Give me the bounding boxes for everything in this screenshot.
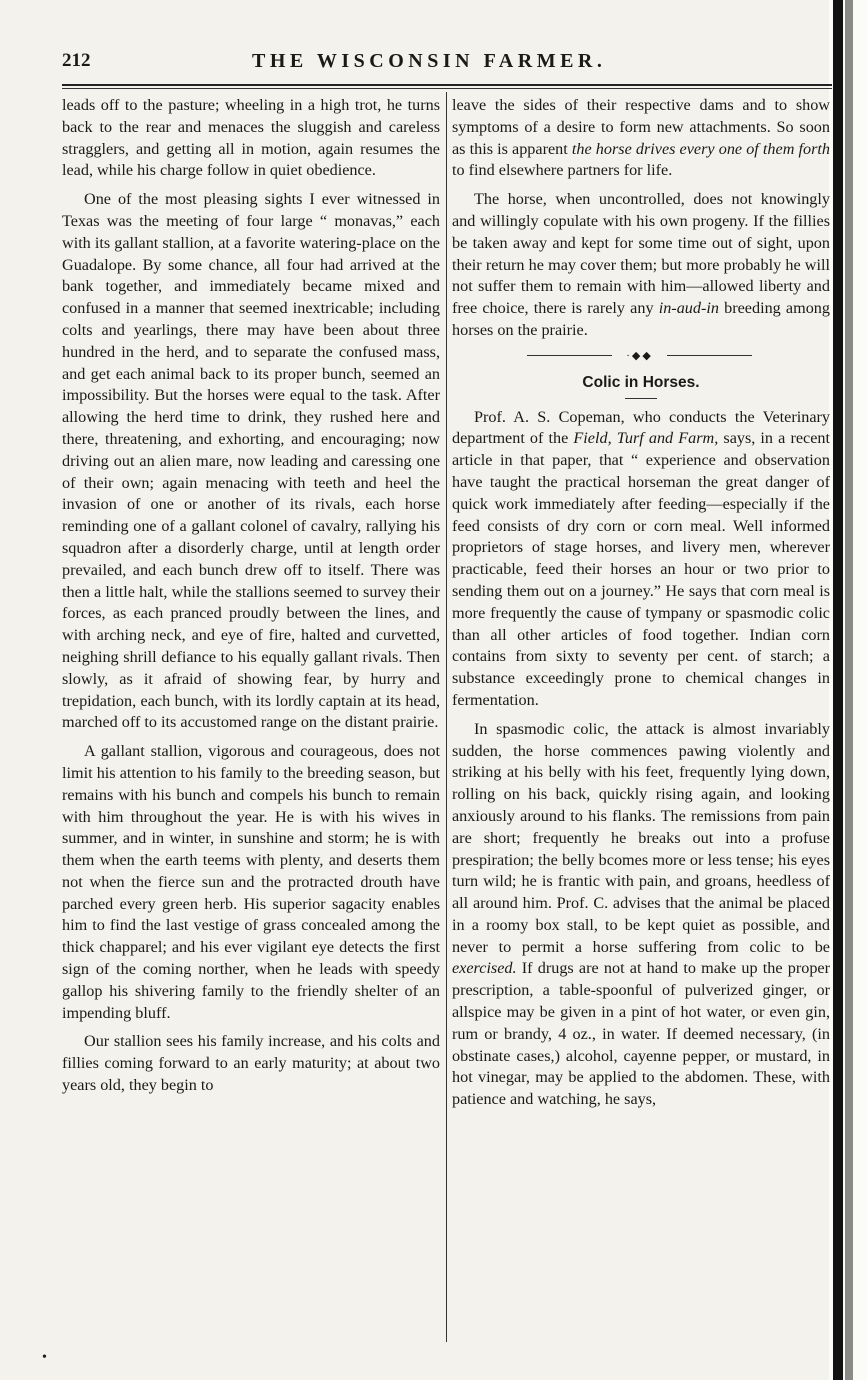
text-run: says, in a recent article in that paper, that “ experience and observation have taught the practical horseman the great danger of quick work immediately after feeding—especially if the feed consists of dry corn or corn meal. Well informed proprietors of stage horses, and livery men, wherever practicable, feed their horses an hour or two prior to sending them out on a journey.” He says that corn meal is more frequently the cause of tympany or spasmodic colic than all other articles of food together. Indian corn contains from sixty to seventy per cent. of starch; a substance exceedingly prone to chemical changes in fermentation. — [452, 429, 830, 709]
binding-edge — [833, 0, 843, 1380]
header-rule-thin — [62, 88, 832, 89]
italic-run: the horse drives every one of them forth — [571, 139, 830, 158]
text-run: The horse, when uncontrolled, does not knowingly and willingly copulate with his own progeny. If the fillies be taken away and kept for some time out of sight, upon their return he may cover them; but more probably he will not suffer them to remain with him—allowed liberty and free choice, there is rarely any — [452, 190, 830, 318]
divider-line — [667, 355, 752, 356]
title-rule — [625, 398, 657, 399]
ink-mark: • — [42, 1350, 47, 1365]
right-paragraph — [452, 189, 830, 342]
section-divider — [452, 344, 830, 366]
right-paragraph — [452, 95, 830, 182]
section-title: Colic in Horses. — [582, 373, 700, 391]
text-run: breeding among horses on the prairie. — [452, 299, 830, 339]
left-paragraph: A gallant stallion, vigorous and courageous, does not limit his attention to his family to the breeding season, but remains with his bunch and compels his bunch to remain with him throughout the year. He is with his wives in summer, and in winter, in sunshine and storm; he is with them when the earth teems with plenty, and deserts them not when the fierce sun and the protracted drouth have parched every green herb. His superior sagacity enables him to find the last vestige of grass concealed among the thick chapparel; and his ever vigilant eye detects the first sign of the coming norther, when he leads with speedy gallop his shivering family to the friendly shelter of an impending bluff. — [62, 742, 440, 1022]
text-run: If drugs are not at hand to make up the proper prescription, a table-spoonful of pulverized ginger, or allspice may be given in a pint of hot water, or even gin, rum or brandy, 4 oz., in water. If deemed necessary, (in obstinate cases,) alcohol, cayenne pepper, or mustard, in hot vinegar, may be applied to the abdomen. These, with patience and watching, he says, — [452, 959, 830, 1109]
right-column — [452, 95, 830, 1111]
text-run: leave the sides of their respective dams and to show symptoms of a desire to form new attachments. So soon as this is apparent — [452, 96, 830, 158]
header-rule-thick — [62, 84, 832, 86]
right-paragraph — [452, 407, 830, 712]
running-head: THE WISCONSIN FARMER. — [252, 50, 607, 72]
divider-ornament-icon: ·◆◆ — [626, 349, 653, 362]
page-header — [62, 50, 832, 80]
divider-line — [527, 355, 612, 356]
left-column — [62, 95, 440, 1097]
binding-shadow — [845, 0, 853, 1380]
page-number: 212 — [62, 50, 91, 71]
italic-run: Field, Turf and Farm, — [573, 429, 719, 448]
column-divider — [446, 92, 447, 1342]
italic-run: in-aud-in — [658, 299, 719, 318]
left-paragraph: leads off to the pasture; wheeling in a high trot, he turns back to the rear and menaces the sluggish and careless stragglers, and getting all in motion, again resumes the lead, while his charge follow in quiet obedience. — [62, 96, 440, 180]
right-paragraph — [452, 719, 830, 1111]
left-paragraph: One of the most pleasing sights I ever witnessed in Texas was the meeting of four large “ monavas,” each with its gallant stallion, at a favorite watering-place on the Guadalope. By some chance, all four had arrived at the bank together, and immediately became mixed and confused in a manner that seemed inextricable; including colts and yearlings, there may have been about three hundred in the herd, and to separate the confused mass, and get each animal back to its proper bunch, seemed an impossibility. But the horses were equal to the task. After allowing the herd time to drink, they rushed here and there, threatening, and exhorting, and encouraging; now driving out an alien mare, now leading and caressing one of their own; again menacing with teeth and heel the invasion of one or another of its rivals, each horse reminding one of a gallant colonel of cavalry, rallying his squadron after a disorderly charge, until at length order prevailed, and each bunch drew off to itself. There was then a little halt, while the stallions seemed to survey their forces, as each pranced proudly between the lines, and with arching neck, and eye of fire, halted and curvetted, neighing shrill defiance to his equally gallant rivals. Then slowly, as it afraid of showing fear, by hurry and trepidation, each bunch, with its lordly captain at its head, marched off to its accustomed range on the distant prairie. — [62, 190, 440, 732]
text-run: Prof. A. S. Copeman, who conducts the Veterinary department of the — [452, 407, 830, 448]
text-run: to find elsewhere partners for life. — [452, 161, 673, 180]
italic-run: exercised. — [452, 959, 517, 978]
left-paragraph: Our stallion sees his family increase, and his colts and fillies coming forward to an early maturity; at about two years old, they begin to — [62, 1032, 440, 1095]
text-run: In spasmodic colic, the attack is almost invariably sudden, the horse commences pawing violently and striking at his belly with his feet, frequently lying down, rolling on his back, quickly rising again, and looking anxiously around to his flanks. The remissions from pain are short; frequently he breaks out into a profuse prespiration; the belly bcomes more or less tense; his eyes turn wild; he is frantic with pain, and groans, heedless of all around him. Prof. C. advises that the animal be placed in a roomy box stall, to be kept quiet as possible, and never to permit a horse suffering from colic to be — [452, 719, 830, 956]
